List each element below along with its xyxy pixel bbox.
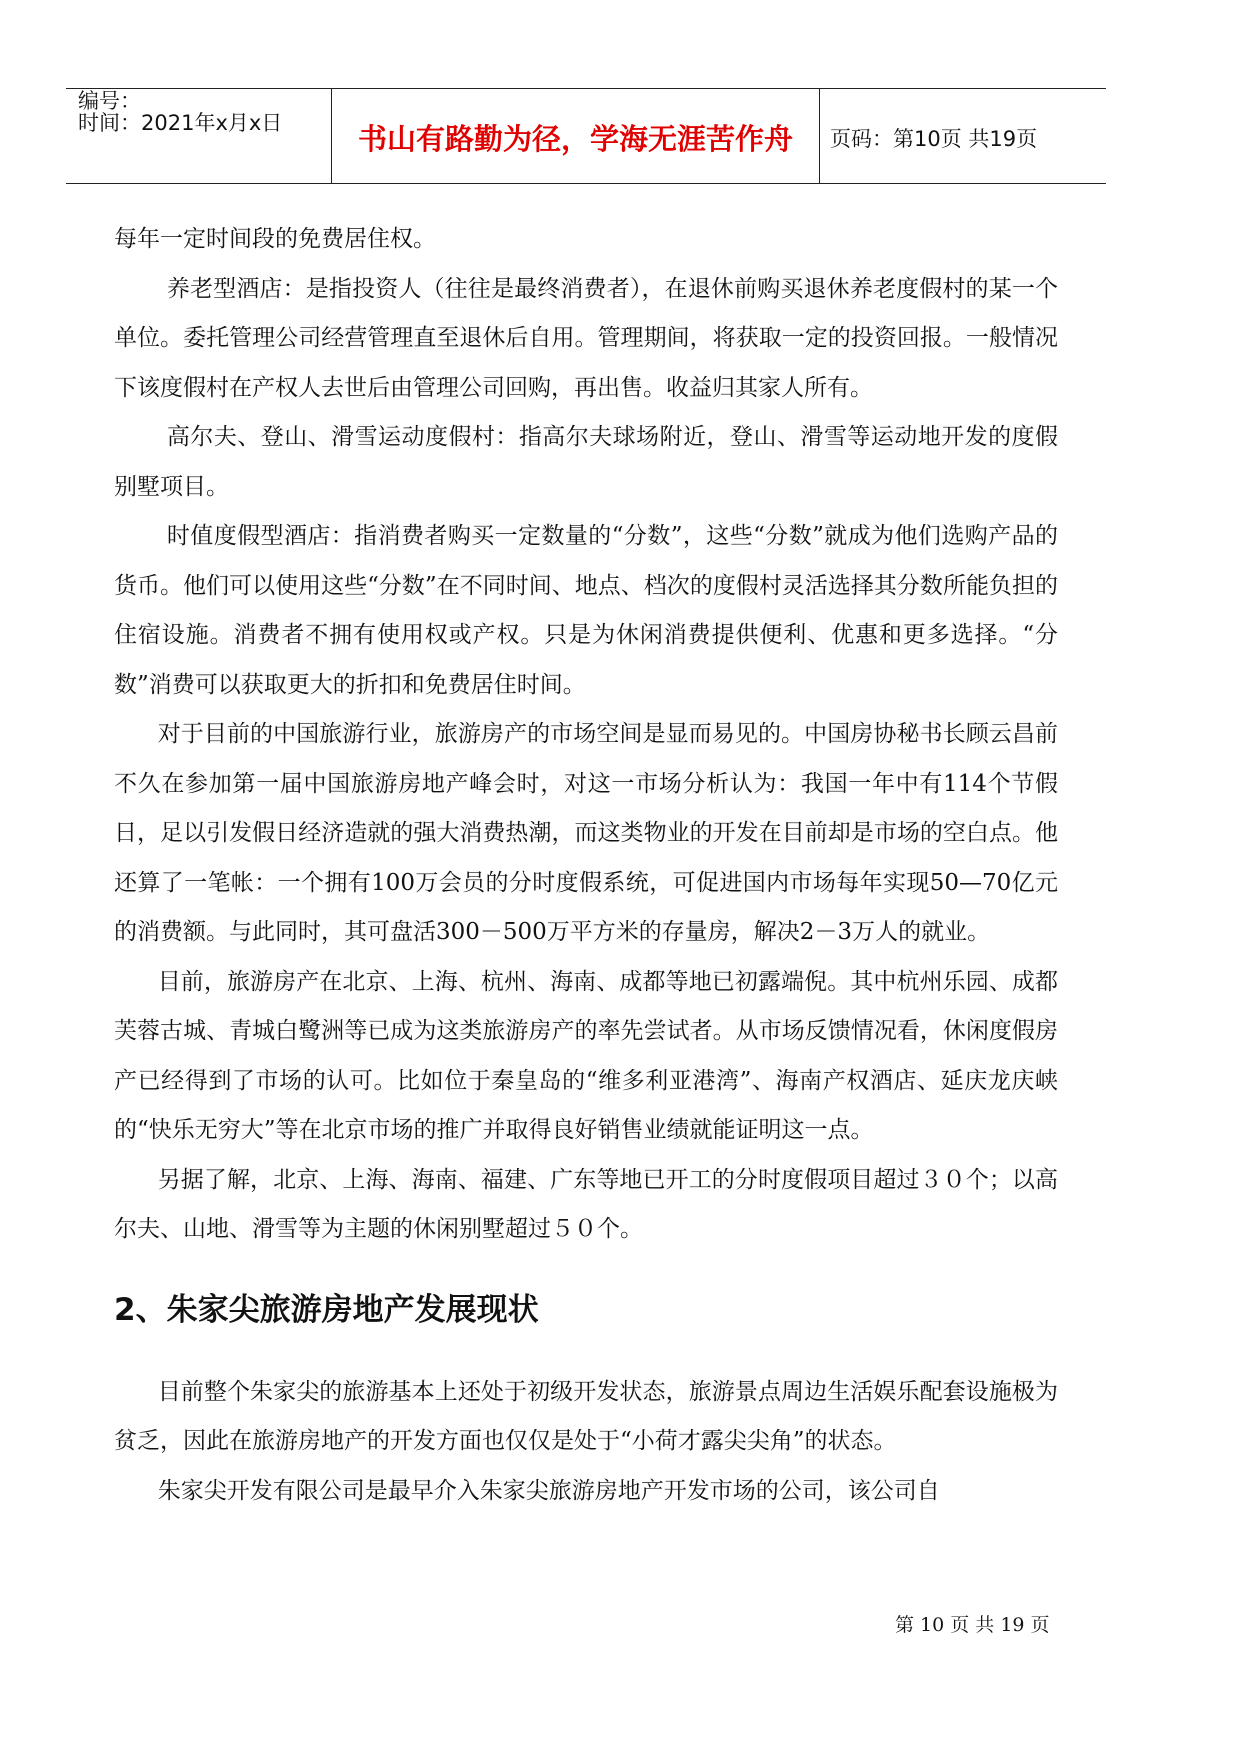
header-motto: 书山有路勤为径，学海无涯苦作舟 xyxy=(357,122,793,156)
paragraph: 时值度假型酒店：指消费者购买一定数量的“分数”，这些“分数”就成为他们选购产品的货币。他们可以使用这些“分数”在不同时间、地点、档次的度假村灵活选择其分数所能负担的住宿设施。消费者不拥有使用权或产权。只是为休闲消费提供便利、优惠和更多选择。“分数”消费可以获取更大的折扣和免费居住时间。 xyxy=(114,523,1058,698)
serial-label: 编号： xyxy=(78,89,141,113)
page-header xyxy=(66,88,1106,184)
document-body xyxy=(114,215,1058,1516)
page-footer: 第 10 页 共 19 页 xyxy=(895,1614,1050,1636)
paragraph: 另据了解，北京、上海、海南、福建、广东等地已开工的分时度假项目超过３０个；以高尔夫、山地、滑雪等为主题的休闲别墅超过５０个。 xyxy=(114,1166,1058,1242)
date-label: 时间：2021年x月x日 xyxy=(78,111,283,135)
paragraph: 目前，旅游房产在北京、上海、杭州、海南、成都等地已初露端倪。其中杭州乐园、成都芙蓉古城、青城白鹭洲等已成为这类旅游房产的率先尝试者。从市场反馈情况看，休闲度假房产已经得到了市场的认可。比如位于秦皇岛的“维多利亚港湾”、海南产权酒店、延庆龙庆峡的“快乐无穷大”等在北京市场的推广并取得良好销售业绩就能证明这一点。 xyxy=(114,968,1058,1143)
header-left-cell xyxy=(66,89,331,183)
paragraph: 养老型酒店：是指投资人（往往是最终消费者），在退休前购买退休养老度假村的某一个单位。委托管理公司经营管理直至退休后自用。管理期间，将获取一定的投资回报。一般情况下该度假村在产权人去世后由管理公司回购，再出售。收益归其家人所有。 xyxy=(114,275,1058,401)
header-right-cell xyxy=(820,89,1106,183)
paragraph: 目前整个朱家尖的旅游基本上还处于初级开发状态，旅游景点周边生活娱乐配套设施极为贫乏，因此在旅游房地产的开发方面也仅仅是处于“小荷才露尖尖角”的状态。 xyxy=(114,1378,1058,1454)
paragraph: 对于目前的中国旅游行业，旅游房产的市场空间是显而易见的。中国房协秘书长顾云昌前不久在参加第一届中国旅游房地产峰会时，对这一市场分析认为：我国一年中有114个节假日，足以引发假日经济造就的强大消费热潮，而这类物业的开发在目前却是市场的空白点。他还算了一笔帐：一个拥有100万会员的分时度假系统，可促进国内市场每年实现50—70亿元的消费额。与此同时，其可盘活300－500万平方米的存量房，解决2－3万人的就业。 xyxy=(114,721,1058,945)
paragraph: 高尔夫、登山、滑雪运动度假村：指高尔夫球场附近，登山、滑雪等运动地开发的度假别墅项目。 xyxy=(114,424,1058,500)
paragraph: 每年一定时间段的免费居住权。 xyxy=(114,226,436,252)
paragraph: 朱家尖开发有限公司是最早介入朱家尖旅游房地产开发市场的公司，该公司自 xyxy=(157,1477,940,1504)
header-page-info: 页码：第10页 共19页 xyxy=(830,127,1038,151)
section-heading: 2、朱家尖旅游房地产发展现状 xyxy=(114,1291,539,1328)
header-center-cell xyxy=(331,89,820,183)
